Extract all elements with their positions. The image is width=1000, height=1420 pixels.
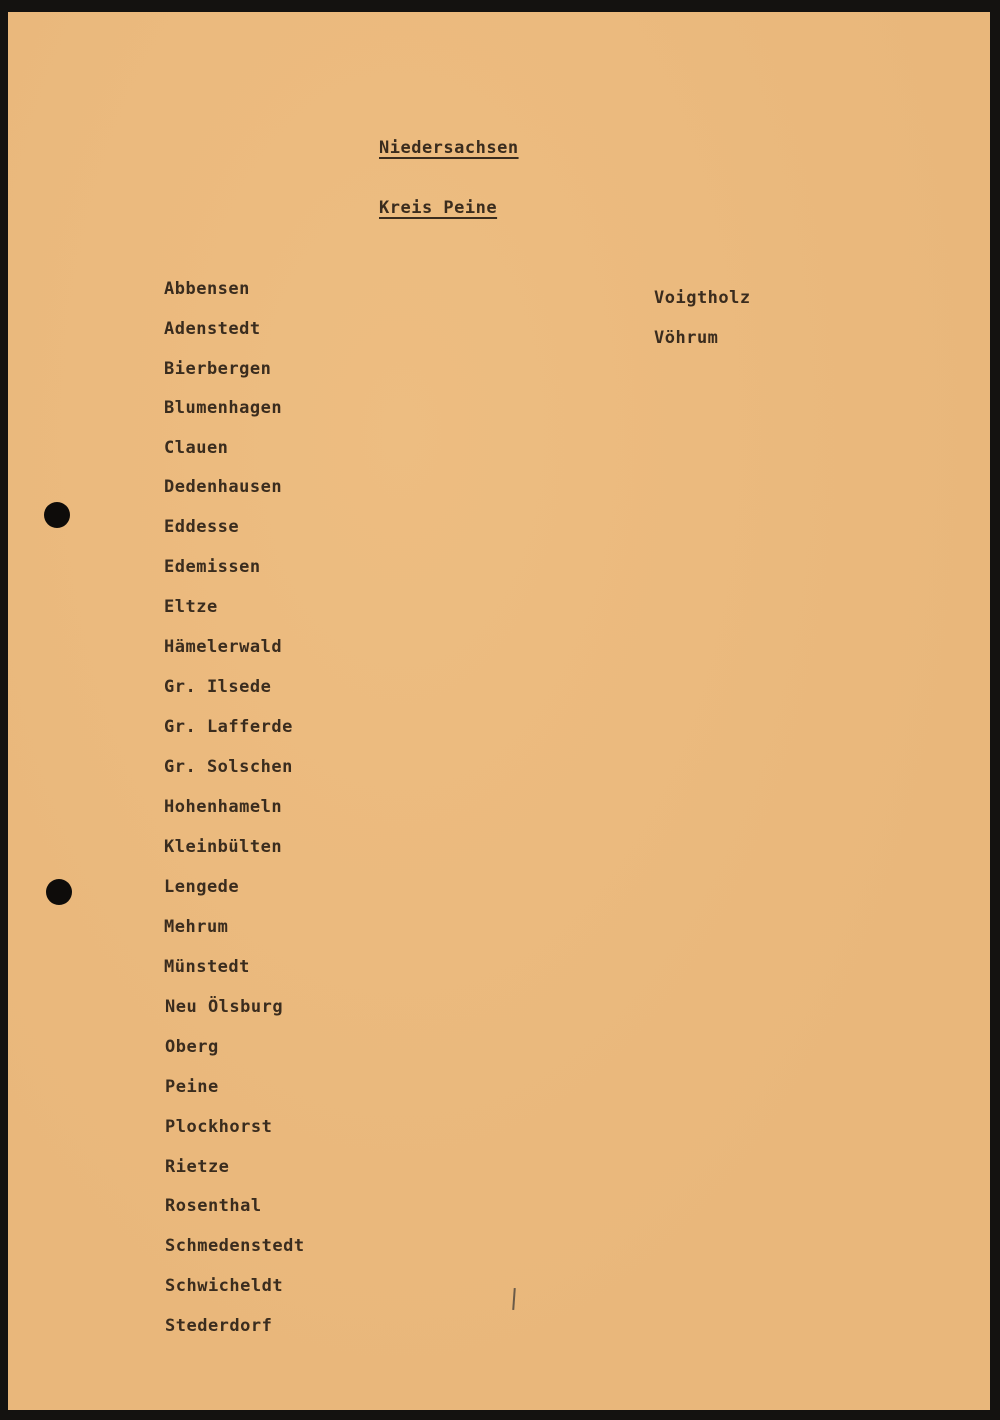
list-item: Bierbergen bbox=[164, 359, 272, 379]
list-item: Abbensen bbox=[164, 279, 250, 299]
punch-hole-bottom bbox=[46, 879, 72, 905]
list-item: Mehrum bbox=[164, 917, 229, 937]
list-item: Hämelerwald bbox=[164, 637, 283, 657]
list-item: Neu Ölsburg bbox=[165, 997, 284, 1017]
list-item: Rietze bbox=[165, 1157, 230, 1177]
list-item: Gr. Lafferde bbox=[164, 717, 293, 737]
document-page bbox=[8, 12, 990, 1410]
pencil-mark bbox=[512, 1288, 516, 1310]
list-item: Münstedt bbox=[164, 957, 250, 977]
list-item: Peine bbox=[165, 1077, 219, 1097]
list-item: Gr. Solschen bbox=[164, 757, 293, 777]
list-item: Oberg bbox=[165, 1037, 219, 1057]
list-item: Lengede bbox=[164, 877, 240, 897]
list-item: Hohenhameln bbox=[164, 797, 283, 817]
list-item: Rosenthal bbox=[165, 1196, 262, 1216]
list-item: Voigtholz bbox=[654, 288, 751, 308]
page-subtitle: Kreis Peine bbox=[379, 198, 498, 218]
list-item: Kleinbülten bbox=[164, 837, 283, 857]
list-item: Vöhrum bbox=[654, 328, 719, 348]
list-item: Blumenhagen bbox=[164, 398, 283, 418]
list-item: Eddesse bbox=[164, 517, 240, 537]
list-item: Edemissen bbox=[164, 557, 261, 577]
list-item: Stederdorf bbox=[165, 1316, 273, 1336]
list-item: Schwicheldt bbox=[165, 1276, 284, 1296]
list-item: Eltze bbox=[164, 597, 218, 617]
list-item: Plockhorst bbox=[165, 1117, 273, 1137]
list-item: Clauen bbox=[164, 438, 229, 458]
list-item: Adenstedt bbox=[164, 319, 261, 339]
punch-hole-top bbox=[44, 502, 70, 528]
list-item: Dedenhausen bbox=[164, 477, 283, 497]
list-item: Gr. Ilsede bbox=[164, 677, 272, 697]
list-item: Schmedenstedt bbox=[165, 1236, 305, 1256]
page-title: Niedersachsen bbox=[379, 138, 519, 158]
